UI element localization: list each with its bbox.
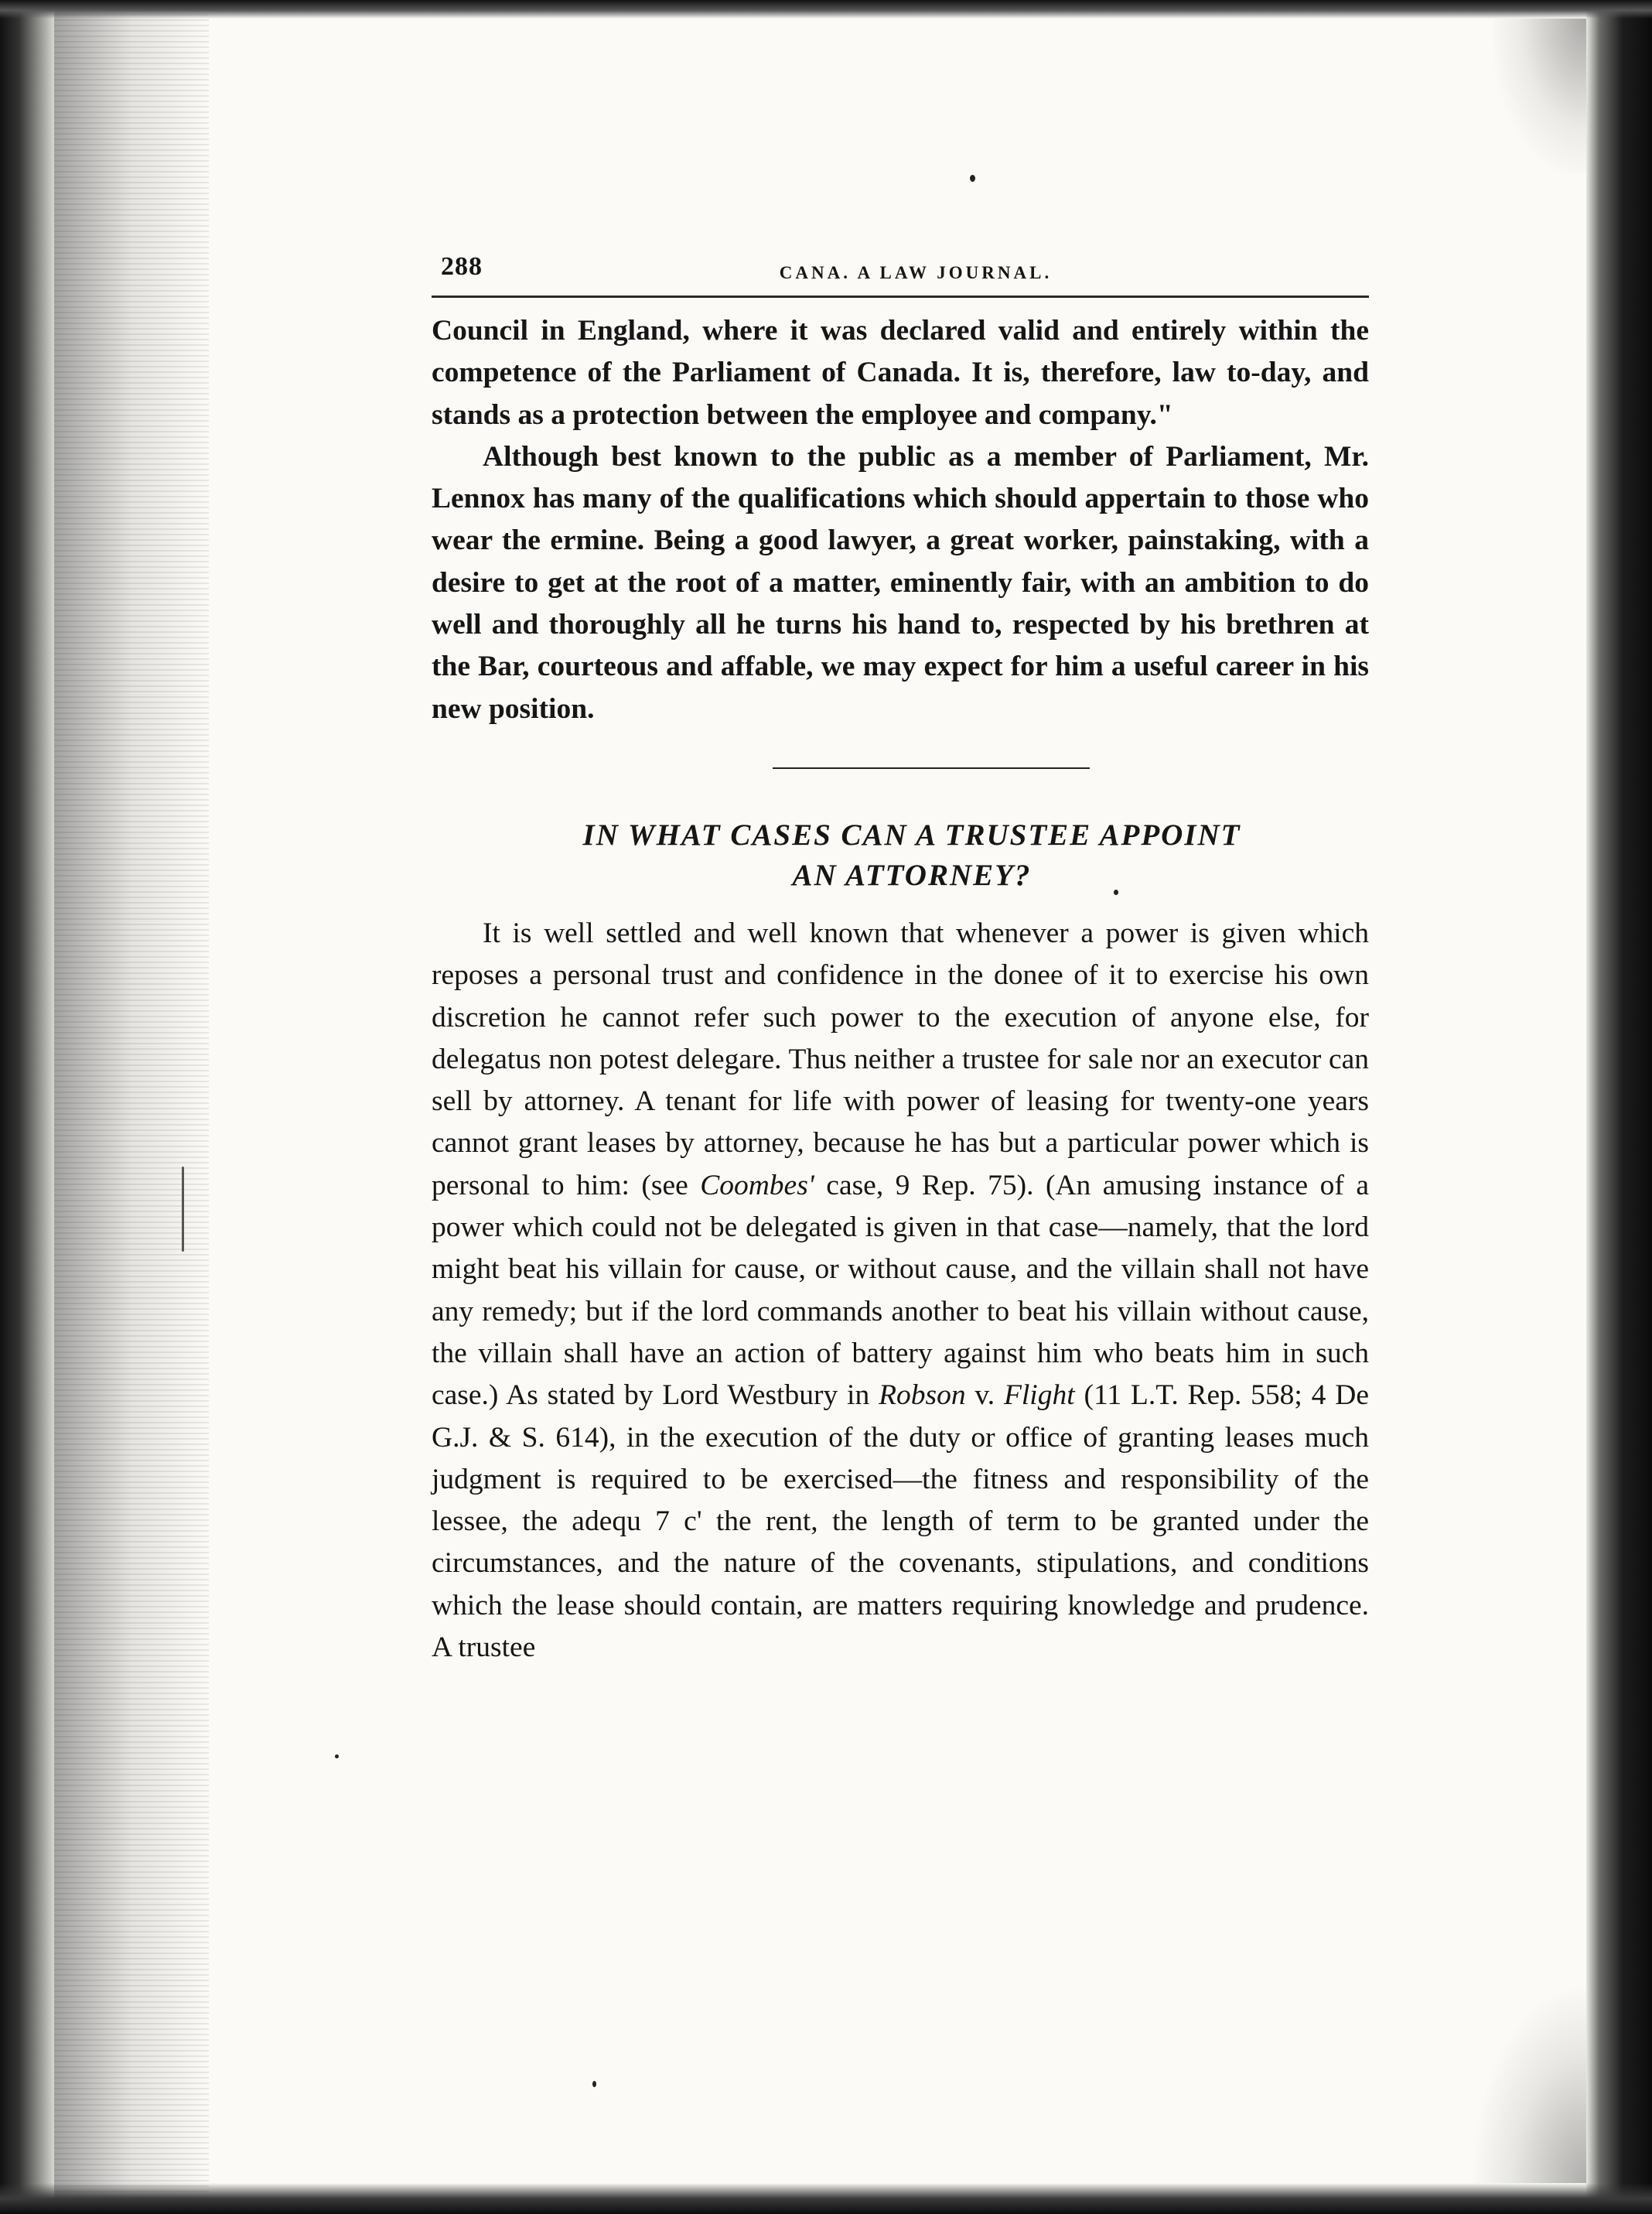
scan-edge-bottom xyxy=(0,2183,1652,2214)
scan-edge-top xyxy=(0,0,1652,19)
scan-noise-left xyxy=(54,0,209,2214)
case-name: Flight xyxy=(1003,1379,1075,1412)
paragraph-lennox: Although best known to the public as a member of Parliament, Mr. Lennox has many of the qualifications which should appertain to those who wear the ermine. Being a good lawyer, a great worker, painstaking, with a desire to get at the root of a matter, eminently fair, with an ambition to do well and thoroughly all he turns his hand to, respected by his brethren at the Bar, courteous and affable, we may expect for him a useful career in his new position. xyxy=(432,440,1369,725)
body-text: (11 L.T. Rep. 558; 4 De G.J. & S. 614), in the execution of the duty or office of granting leases much judgment is required to be exercised—the fitness and responsibility of the lessee, the adequ 7 c' the rent, the length of term to be granted under the circumstances, and the nature of the covenants, stipulations, and conditions which the lease should contain, are matters requiring knowledge and prudence. A trustee xyxy=(432,1379,1369,1664)
page-number: 288 xyxy=(441,252,483,281)
body-text: It is well settled and well known that whenever a power is given which reposes a personal trust and confidence in the donee of it to exercise his own discretion he cannot refer such power to the execution of anyone else, for delegatus non potest delegare. Thus neither a trustee for sale nor an executor can sell by attorney. A tenant for life with power of leasing for twenty-one years cannot grant leases by attorney, because he has but a particular power which is personal to him: (see xyxy=(432,917,1369,1201)
section-title-line-2: AN ATTORNEY? xyxy=(792,858,1032,892)
section-divider xyxy=(773,767,1090,769)
margin-mark xyxy=(182,1167,184,1252)
scan-corner-bottom-right xyxy=(1470,1982,1586,2183)
ink-speck xyxy=(335,1754,339,1758)
page-header xyxy=(432,248,1369,298)
case-name: Coombes' xyxy=(700,1169,814,1201)
section-title-line-1: IN WHAT CASES CAN A TRUSTEE APPOINT xyxy=(582,818,1241,852)
scan-edge-right xyxy=(1586,0,1652,2214)
scan-corner-top-right xyxy=(1493,19,1586,173)
case-name: Robson xyxy=(879,1379,966,1412)
binding-shadow-left xyxy=(0,0,54,2214)
section-title xyxy=(432,815,1369,896)
ink-speck xyxy=(970,175,975,182)
paragraph-trustee xyxy=(432,913,1369,1669)
page-content xyxy=(432,248,1369,1669)
ink-speck xyxy=(592,2081,596,2087)
body-text: case, 9 Rep. 75). (An amusing instance of a power which could not be delegated is given in that case—namely, that the lord might beat his villain for cause, or without cause, and the villain shall not have any remedy; but if the lord commands another to beat his villain without cause, the villain shall have an action of battery against him who beats him in such case.) As stated by Lord Westbury in xyxy=(432,1169,1369,1412)
running-head: CANA. A LAW JOURNAL. xyxy=(779,263,1053,282)
body-text: v. xyxy=(965,1379,1004,1412)
paragraph-continuation: Council in England, where it was declared valid and entirely within the competence of the Parliament of Canada. It is, therefore, law to-day, and stands as a protection between the employee and company." xyxy=(432,315,1369,431)
